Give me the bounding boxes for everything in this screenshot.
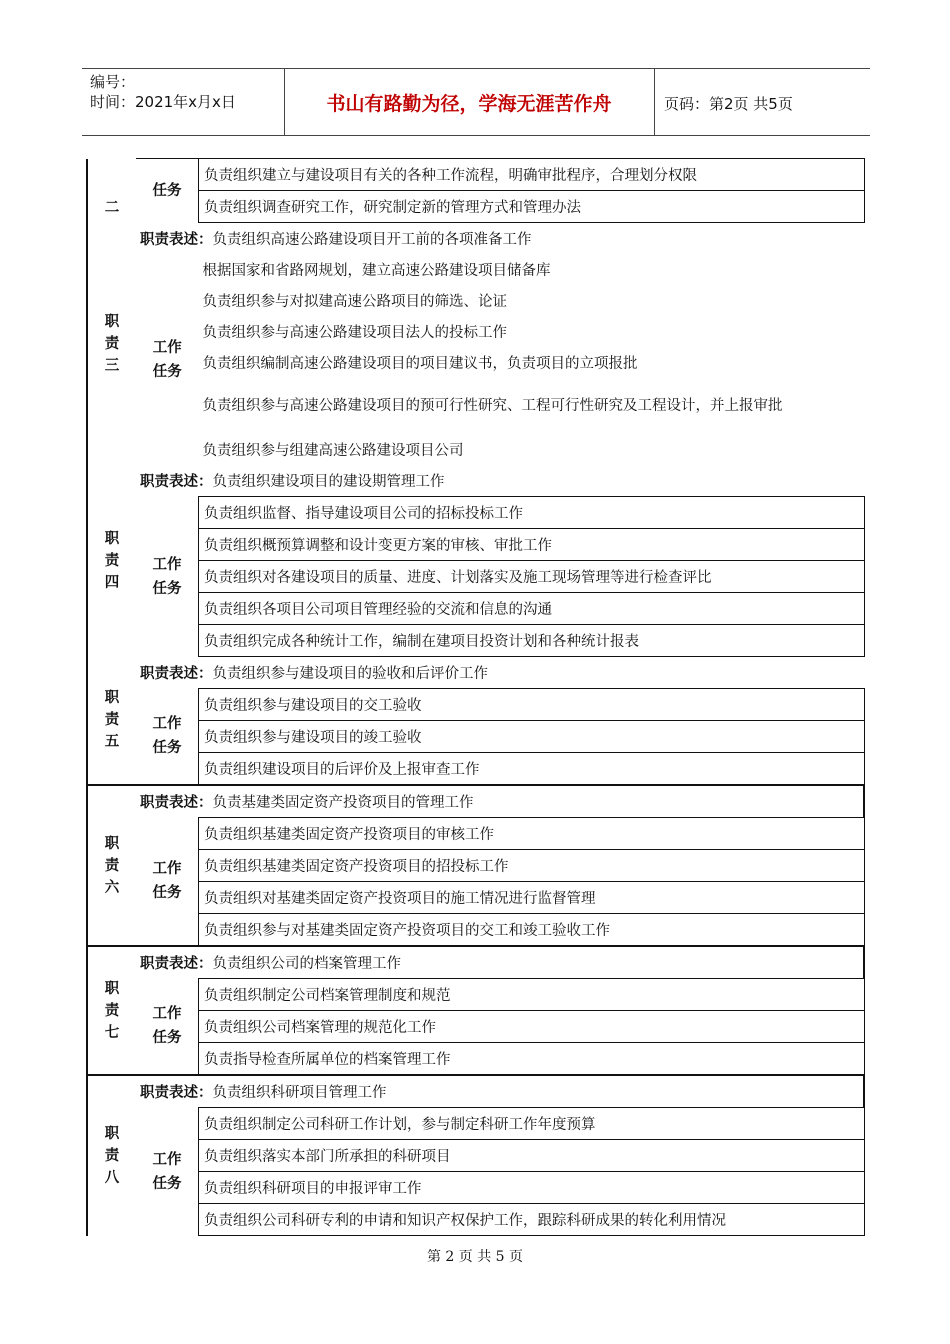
- task-item: 根据国家和省路网规划，建立高速公路建设项目储备库: [202, 263, 551, 279]
- task-item: 负责组织对各建设项目的质量、进度、计划落实及施工现场管理等进行检查评比: [199, 561, 865, 593]
- task-item: 负责组织建设项目的后评价及上报审查工作: [199, 753, 865, 786]
- task-item: 负责组织调查研究工作，研究制定新的管理方式和管理办法: [199, 191, 865, 223]
- task-item: 负责组织基建类固定资产投资项目的招投标工作: [199, 850, 865, 882]
- task-item: 负责组织参与高速公路建设项目法人的投标工作: [202, 325, 507, 341]
- task-label: 任务: [136, 159, 199, 223]
- task-label: 工作 任务: [152, 1005, 182, 1047]
- task-item: 负责组织各项目公司项目管理经验的交流和信息的沟通: [199, 593, 865, 625]
- task-item: 负责组织参与组建高速公路建设项目公司: [202, 443, 464, 459]
- header-motto: 书山有路勤为径，学海无涯苦作舟: [326, 92, 612, 115]
- page-indicator: 页码：第2页 共5页: [664, 95, 793, 113]
- header-meta: [90, 72, 236, 112]
- section-title: 职 责 三: [87, 223, 136, 466]
- duty-description: 职责表述：负责组织参与建设项目的验收和后评价工作: [140, 666, 488, 682]
- duty-description: 职责表述：负责组织高速公路建设项目开工前的各项准备工作: [140, 232, 532, 248]
- task-item: 负责组织建立与建设项目有关的各种工作流程，明确审批程序，合理划分权限: [199, 159, 865, 191]
- section-title: 职 责 四: [87, 465, 136, 657]
- header-divider: [654, 68, 655, 136]
- task-item: 负责组织参与对拟建高速公路项目的筛选、论证: [202, 294, 507, 310]
- duty-description: 职责表述：负责组织公司的档案管理工作: [136, 946, 864, 979]
- time-label: 时间：2021年x月x日: [90, 93, 236, 111]
- duty-description: 职责表述：负责基建类固定资产投资项目的管理工作: [136, 785, 864, 818]
- task-label: 工作 任务: [152, 860, 182, 902]
- duty-table: [86, 158, 865, 1236]
- number-label: 编号：: [90, 73, 136, 91]
- task-item: 负责组织制定公司档案管理制度和规范: [199, 979, 865, 1011]
- task-item: 负责组织编制高速公路建设项目的项目建议书，负责项目的立项报批: [202, 356, 638, 372]
- task-item: 负责组织对基建类固定资产投资项目的施工情况进行监督管理: [199, 882, 865, 914]
- task-item: 负责指导检查所属单位的档案管理工作: [199, 1043, 865, 1076]
- task-item: 负责组织公司科研专利的申请和知识产权保护工作，跟踪科研成果的转化利用情况: [199, 1204, 865, 1236]
- task-item: 负责组织概预算调整和设计变更方案的审核、审批工作: [199, 529, 865, 561]
- task-label: 工作 任务: [152, 338, 182, 380]
- section-title: 职 责 七: [87, 946, 136, 1075]
- task-item: 负责组织完成各种统计工作，编制在建项目投资计划和各种统计报表: [199, 625, 865, 657]
- task-item: 负责组织参与高速公路建设项目的预可行性研究、工程可行性研究及工程设计，并上报审批: [202, 398, 783, 414]
- section-title: 职 责 六: [87, 785, 136, 946]
- task-item: 负责组织落实本部门所承担的科研项目: [199, 1140, 865, 1172]
- task-item: 负责组织监督、指导建设项目公司的招标投标工作: [199, 497, 865, 529]
- section-title: 职 责 八: [87, 1075, 136, 1236]
- page-footer: 第 2 页 共 5 页: [426, 1249, 524, 1265]
- task-label: 工作 任务: [152, 1150, 182, 1192]
- task-item: 负责组织科研项目的申报评审工作: [199, 1172, 865, 1204]
- duty-description: 职责表述：负责组织科研项目管理工作: [136, 1075, 864, 1108]
- task-item: 负责组织参与建设项目的竣工验收: [199, 721, 865, 753]
- section-title: 二: [87, 159, 136, 223]
- duty-description: 职责表述：负责组织建设项目的建设期管理工作: [140, 474, 445, 490]
- task-item: 负责组织参与对基建类固定资产投资项目的交工和竣工验收工作: [199, 914, 865, 947]
- task-item: 负责组织制定公司科研工作计划，参与制定科研工作年度预算: [199, 1108, 865, 1140]
- task-label: 工作 任务: [152, 555, 182, 597]
- task-item: 负责组织公司档案管理的规范化工作: [199, 1011, 865, 1043]
- section-title: 职 责 五: [87, 657, 136, 786]
- task-label: 工作 任务: [152, 715, 182, 757]
- task-item: 负责组织参与建设项目的交工验收: [199, 689, 865, 721]
- task-item: 负责组织基建类固定资产投资项目的审核工作: [199, 818, 865, 850]
